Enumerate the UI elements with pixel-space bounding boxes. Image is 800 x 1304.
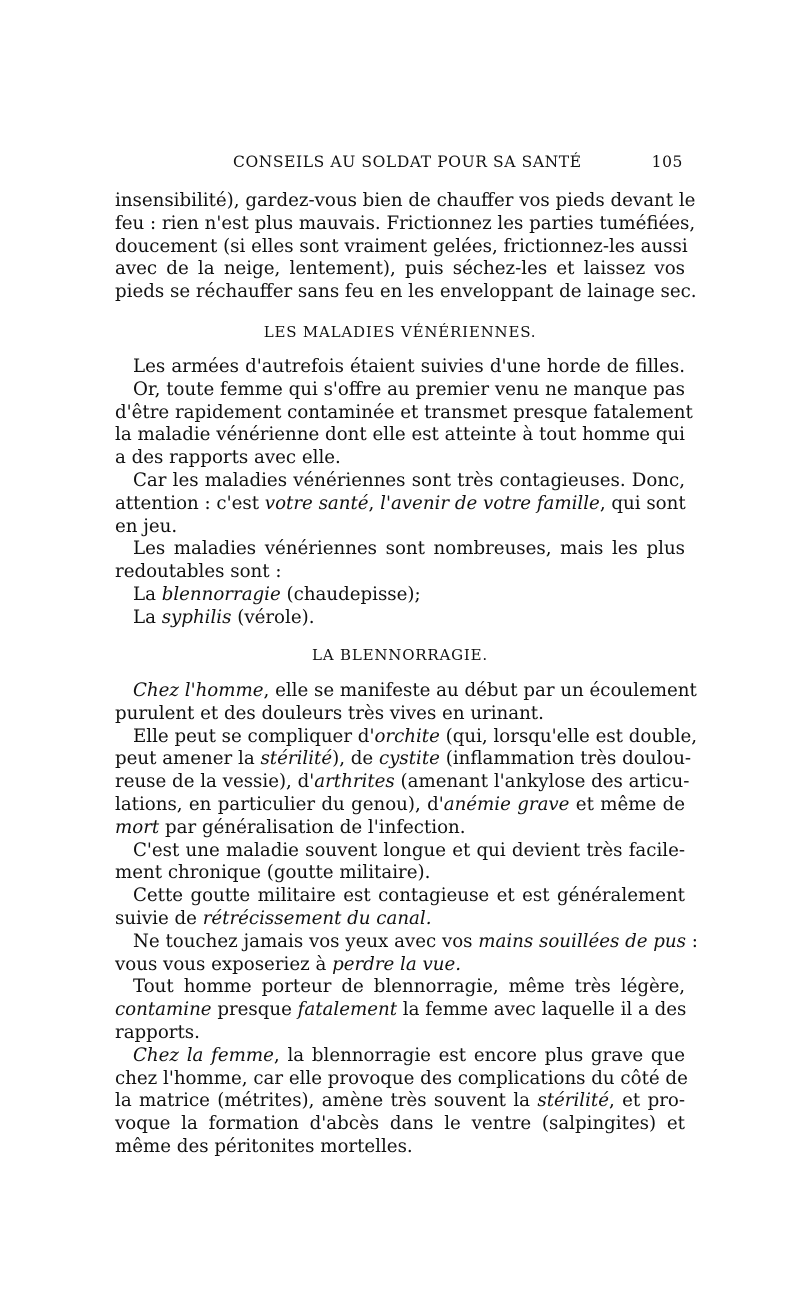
text-line: la maladie vénérienne dont elle est atteinte à tout homme qui: [115, 424, 685, 446]
text-line: lations, en particulier du genou), d'anémie grave et même de: [115, 793, 685, 815]
text-line: la matrice (métrites), amène très souvent la stérilité, et pro-: [115, 1090, 685, 1112]
running-title: CONSEILS AU SOLDAT POUR SA SANTÉ: [233, 153, 582, 171]
text-line: doucement (si elles sont vraiment gelées, frictionnez-les aussi: [115, 235, 688, 257]
text-line: en jeu.: [115, 515, 178, 537]
running-head: [115, 150, 685, 176]
text-line: ment chronique (goutte militaire).: [115, 862, 431, 884]
section-blennorragia: [115, 643, 685, 667]
section-heading: LES MALADIES VÉNÉRIENNES.: [263, 323, 537, 341]
text-line: mort par généralisation de l'infection.: [115, 816, 466, 838]
list-item: La blennorragie (chaudepisse);: [133, 583, 421, 605]
text-line: avec de la neige, lentement), puis séchez-les et laissez vos: [115, 258, 685, 280]
text-line: a des rapports avec elle.: [115, 447, 341, 469]
text-line: Car les maladies vénériennes sont très contagieuses. Donc,: [133, 469, 685, 491]
text-line: Chez la femme, la blennorragie est encore plus grave que: [133, 1044, 685, 1066]
text-line: Les maladies vénériennes sont nombreuses, mais les plus: [133, 538, 685, 560]
text-line: Cette goutte militaire est contagieuse et est généralement: [133, 885, 685, 907]
text-line: même des péritonites mortelles.: [115, 1135, 413, 1157]
section-heading: LA BLENNORRAGIE.: [312, 646, 488, 664]
text-line: Chez l'homme, elle se manifeste au début par un écoulement: [133, 680, 697, 701]
section-venereal-body: [115, 356, 693, 630]
text-line: peut amener la stérilité), de cystite (inflammation très doulou-: [115, 748, 692, 770]
text-line: Elle peut se compliquer d'orchite (qui, lorsqu'elle est double,: [133, 725, 698, 747]
text-line: chez l'homme, car elle provoque des complications du côté de: [115, 1067, 688, 1089]
text-line: C'est une maladie souvent longue et qui devient très facile-: [133, 839, 685, 861]
text-line: feu : rien n'est plus mauvais. Frictionnez les parties tuméfiées,: [115, 212, 696, 234]
page-number: 105: [651, 153, 683, 171]
section-blennorragia-body: [115, 680, 698, 1159]
text-line: insensibilité), gardez-vous bien de chauffer vos pieds devant le: [115, 190, 696, 211]
text-line: Ne touchez jamais vos yeux avec vos mains souillées de pus :: [133, 930, 698, 952]
text-line: Tout homme porteur de blennorragie, même très légère,: [133, 976, 685, 998]
text-line: Les armées d'autrefois étaient suivies d'une horde de filles.: [133, 356, 685, 377]
intro-paragraph: [115, 190, 697, 304]
text-line: purulent et des douleurs très vives en urinant.: [115, 702, 544, 724]
text-line: voque la formation d'abcès dans le ventre (salpingites) et: [115, 1113, 685, 1135]
text-line: d'être rapidement contaminée et transmet presque fatalement: [115, 401, 693, 423]
text-line: attention : c'est votre santé, l'avenir de votre famille, qui sont: [115, 492, 686, 514]
text-line: suivie de rétrécissement du canal.: [115, 907, 432, 929]
text-line: rapports.: [115, 1021, 200, 1043]
text-line: reuse de la vessie), d'arthrites (amenant l'ankylose des articu-: [115, 771, 690, 793]
text-line: pieds se réchauffer sans feu en les enveloppant de lainage sec.: [115, 281, 697, 303]
text-line: redoutables sont :: [115, 561, 282, 583]
text-line: Or, toute femme qui s'offre au premier venu ne manque pas: [133, 378, 685, 400]
text-line: vous vous exposeriez à perdre la vue.: [115, 953, 462, 975]
text-line: contamine presque fatalement la femme avec laquelle il a des: [115, 999, 687, 1021]
section-venereal-diseases: [115, 320, 685, 344]
list-item: La syphilis (vérole).: [133, 606, 315, 628]
